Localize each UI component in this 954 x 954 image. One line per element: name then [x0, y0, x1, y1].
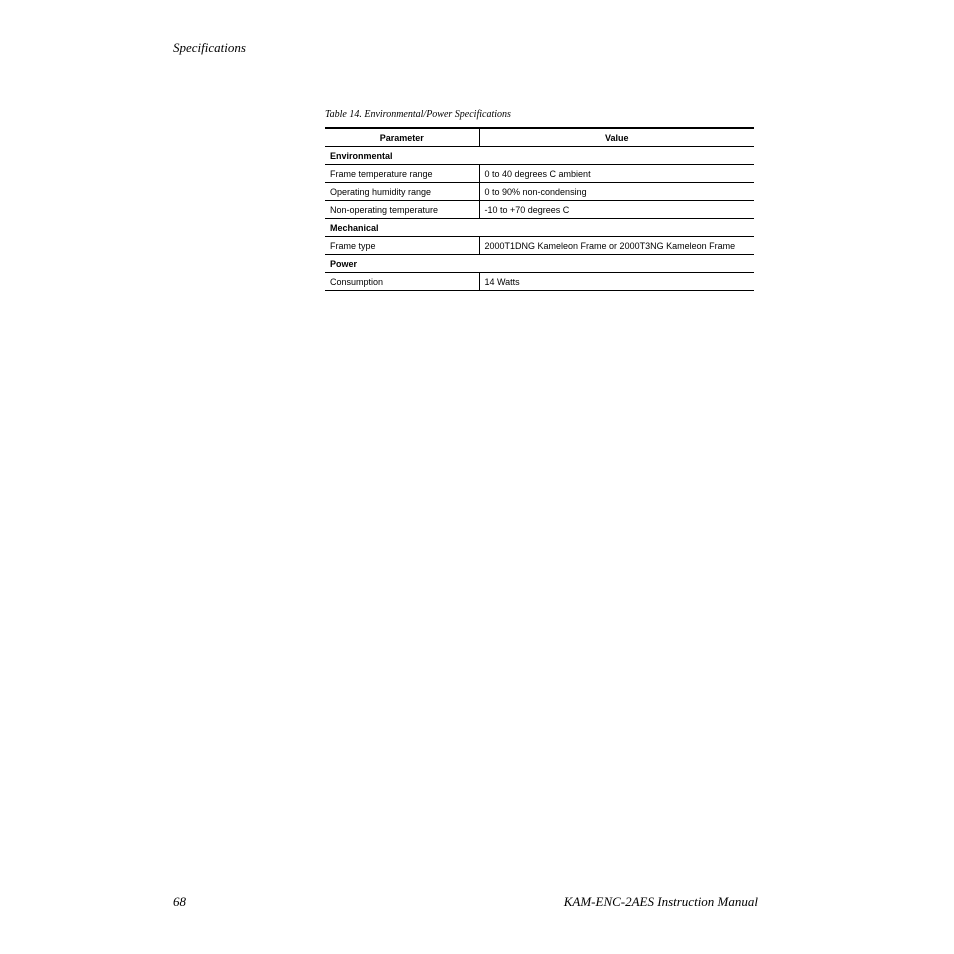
section-title: Power	[325, 255, 754, 273]
table-caption: Table 14. Environmental/Power Specifications	[325, 109, 511, 120]
value-cell: 0 to 40 degrees C ambient	[479, 165, 754, 183]
section-title: Environmental	[325, 147, 754, 165]
value-cell: 2000T1DNG Kameleon Frame or 2000T3NG Kameleon Frame	[479, 237, 754, 255]
parameter-cell: Operating humidity range	[325, 183, 479, 201]
specifications-table	[325, 127, 754, 291]
section-title: Mechanical	[325, 219, 754, 237]
manual-title: KAM-ENC-2AES Instruction Manual	[563, 894, 758, 909]
table-row	[325, 183, 754, 201]
table-row	[325, 165, 754, 183]
table-row	[325, 201, 754, 219]
parameter-cell: Non-operating temperature	[325, 201, 479, 219]
table-row	[325, 273, 754, 291]
value-cell: 0 to 90% non-condensing	[479, 183, 754, 201]
column-header-parameter: Parameter	[325, 128, 479, 147]
value-cell: -10 to +70 degrees C	[479, 201, 754, 219]
table-row	[325, 237, 754, 255]
page-number: 68	[173, 894, 186, 909]
table-header-row	[325, 128, 754, 147]
parameter-cell: Frame type	[325, 237, 479, 255]
section-row-mechanical	[325, 219, 754, 237]
section-row-environmental	[325, 147, 754, 165]
column-header-value: Value	[479, 128, 754, 147]
section-row-power	[325, 255, 754, 273]
value-cell: 14 Watts	[479, 273, 754, 291]
parameter-cell: Consumption	[325, 273, 479, 291]
running-head: Specifications	[173, 40, 246, 55]
parameter-cell: Frame temperature range	[325, 165, 479, 183]
